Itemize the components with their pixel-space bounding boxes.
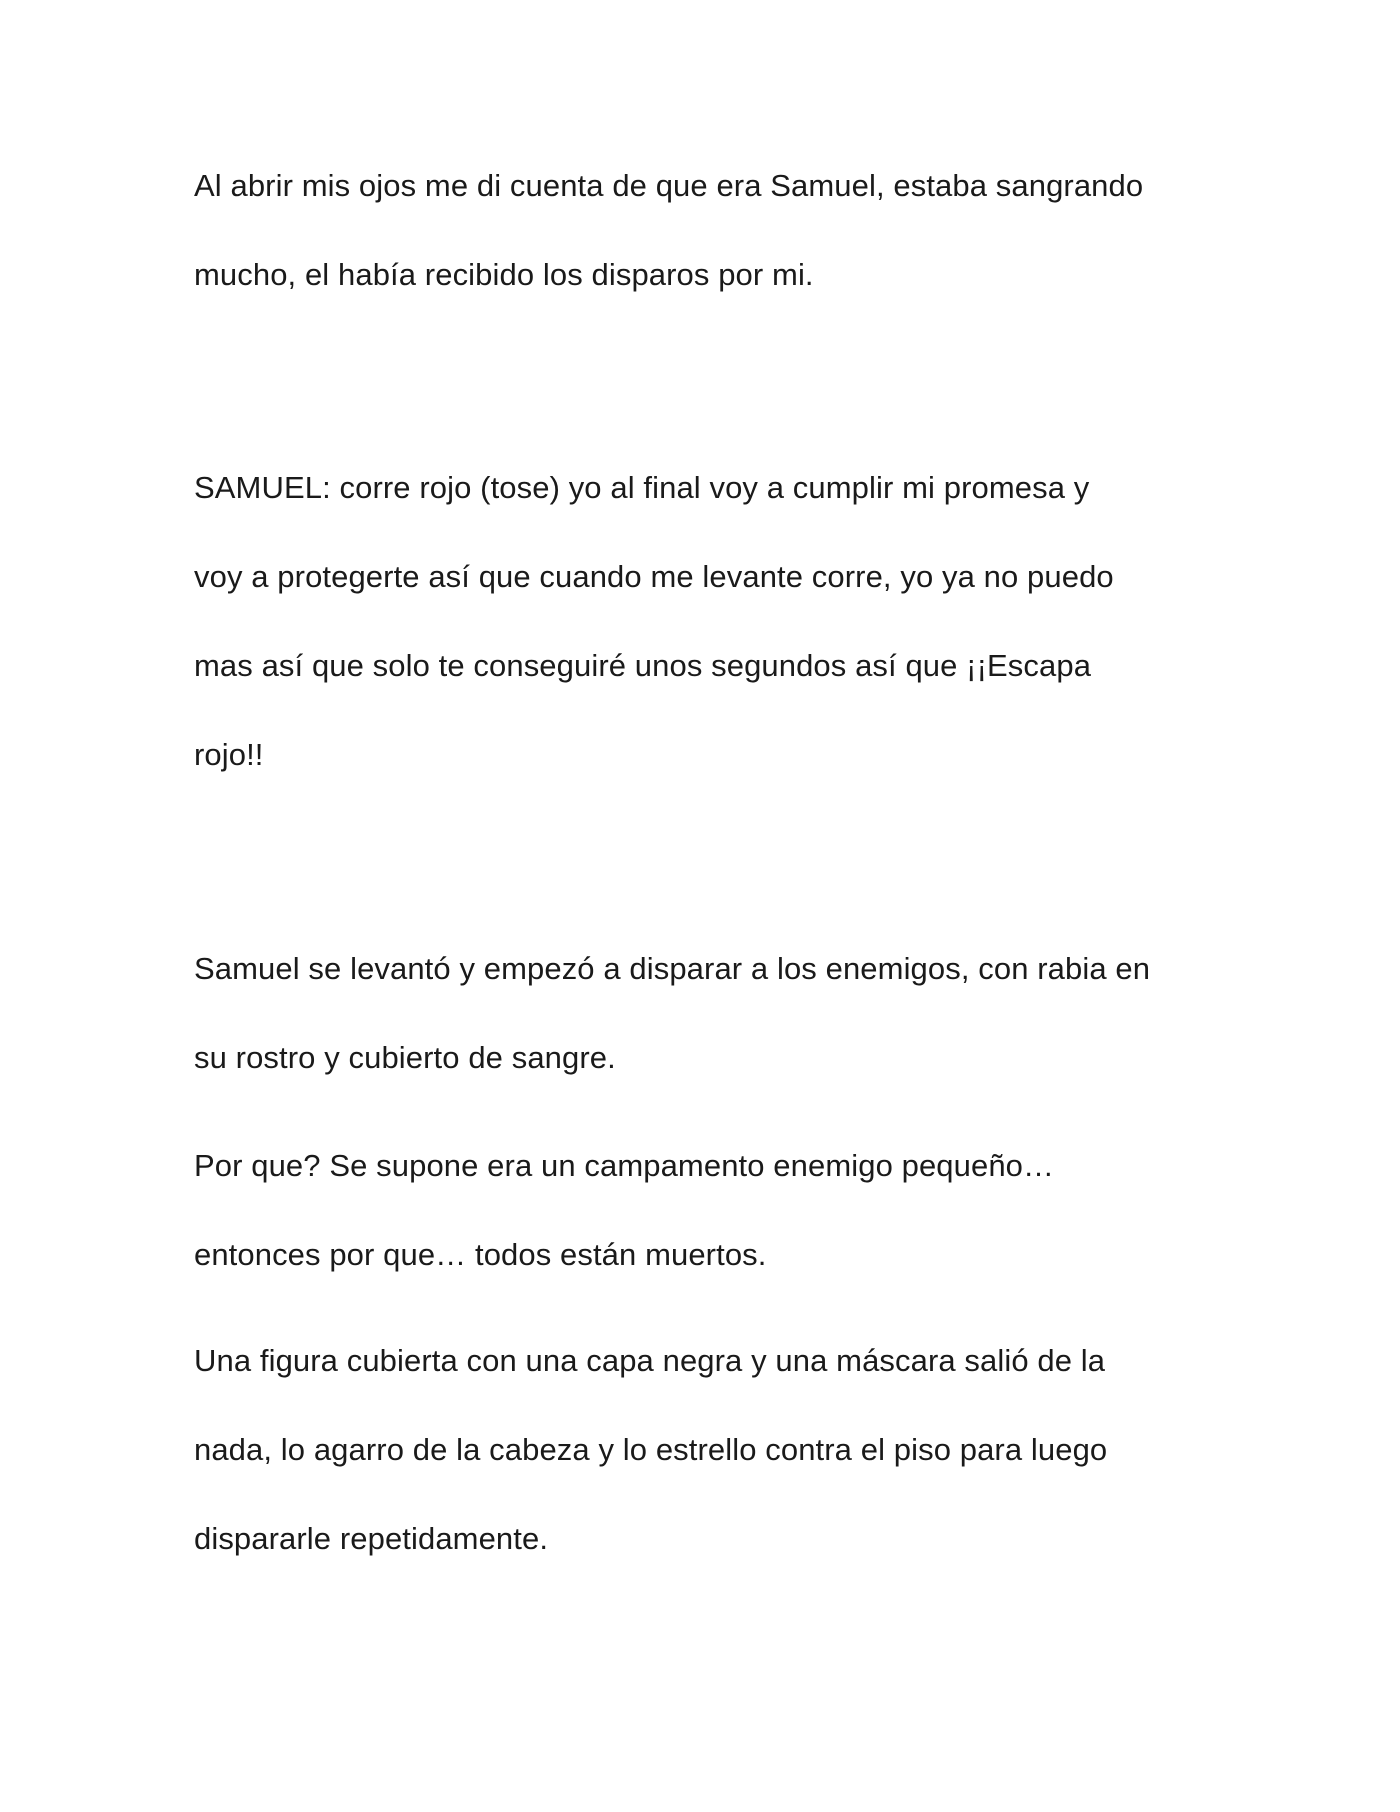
text-line: mucho, el había recibido los disparos por mi. (194, 257, 814, 292)
text-line: nada, lo agarro de la cabeza y lo estrello contra el piso para luego (194, 1432, 1108, 1467)
text-line: Por que? Se supone era un campamento enemigo pequeño… (194, 1148, 1055, 1183)
text-line: entonces por que… todos están muertos. (194, 1237, 767, 1272)
text-line: Al abrir mis ojos me di cuenta de que era Samuel, estaba sangrando (194, 168, 1144, 203)
text-line: su rostro y cubierto de sangre. (194, 1040, 616, 1075)
text-line: Una figura cubierta con una capa negra y una máscara salió de la (194, 1343, 1106, 1378)
text-line: dispararle repetidamente. (194, 1521, 549, 1556)
paragraph-3 (194, 924, 1224, 1102)
text-line: SAMUEL: corre rojo (tose) yo al final voy a cumplir mi promesa y (194, 470, 1090, 505)
text-line: Samuel se levantó y empezó a disparar a los enemigos, con rabia en (194, 951, 1151, 986)
paragraph-5 (194, 1316, 1224, 1583)
text-line: mas así que solo te conseguiré unos segundos así que ¡¡Escapa (194, 648, 1092, 683)
paragraph-1 (194, 141, 1224, 319)
text-line: voy a protegerte así que cuando me levante corre, yo ya no puedo (194, 559, 1114, 594)
paragraph-4 (194, 1121, 1224, 1299)
paragraph-2 (194, 443, 1224, 799)
text-line: rojo!! (194, 737, 264, 772)
